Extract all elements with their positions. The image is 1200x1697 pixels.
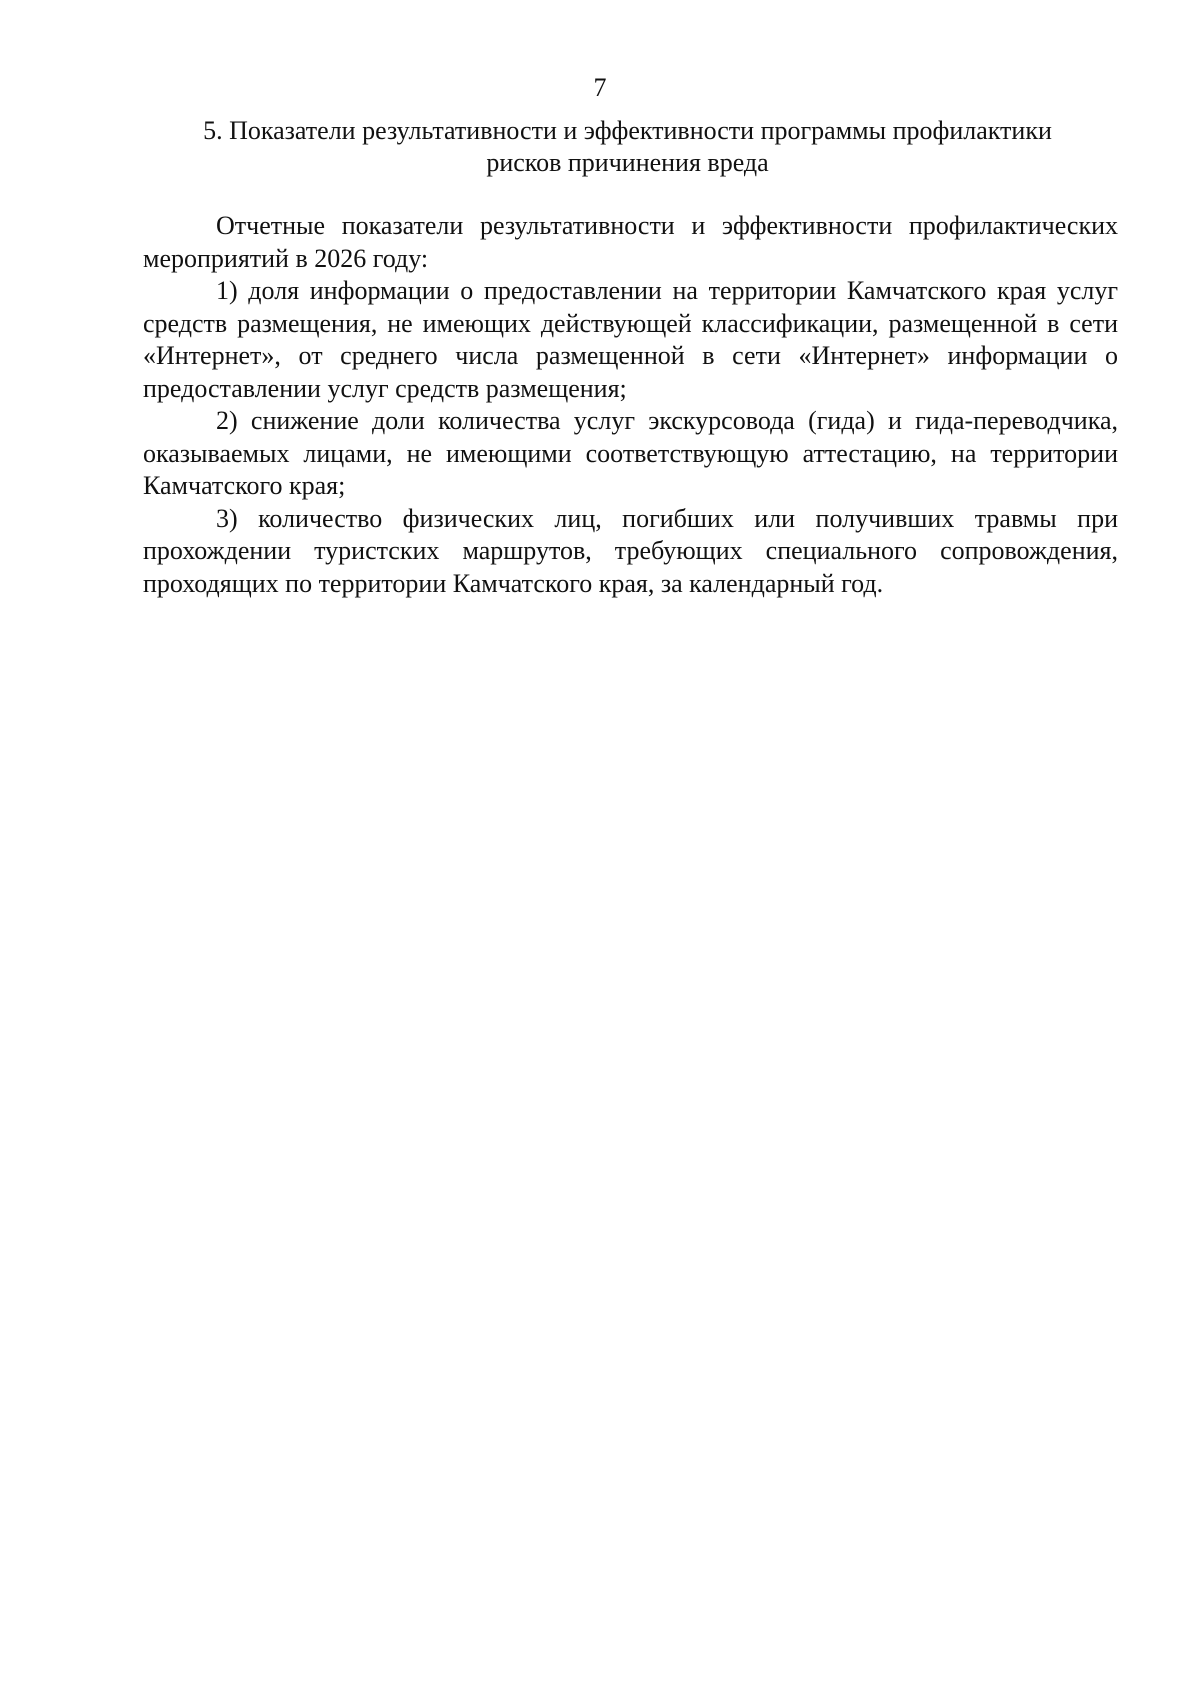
page-number: 7 xyxy=(593,73,607,102)
paragraph-item-1: 1) доля информации о предоставлении на территории Камчатского края услуг средств размещения, не имеющих действующей классификации, размещенной в сети «Интернет», от среднего числа размещенной в сети «Интернет» информации о предоставлении услуг средств размещения; xyxy=(143,276,1118,403)
section-title xyxy=(140,115,1115,179)
paragraph-item-3: 3) количество физических лиц, погибших или получивших травмы при прохождении туристских маршрутов, требующих специального сопровождения, проходящих по территории Камчатского края, за календарный год. xyxy=(143,503,1118,598)
section-title-line-2: рисков причинения вреда xyxy=(486,148,769,177)
paragraph-intro: Отчетные показатели результативности и эффективности профилактических мероприятий в 2026 году: xyxy=(143,211,1118,273)
section-title-line-1: 5. Показатели результативности и эффективности программы профилактики xyxy=(203,116,1052,145)
paragraph-item-2: 2) снижение доли количества услуг экскурсовода (гида) и гида-переводчика, оказываемых лицами, не имеющими соответствующую аттестацию, на территории Камчатского края; xyxy=(143,406,1118,500)
body-text xyxy=(143,210,1118,600)
